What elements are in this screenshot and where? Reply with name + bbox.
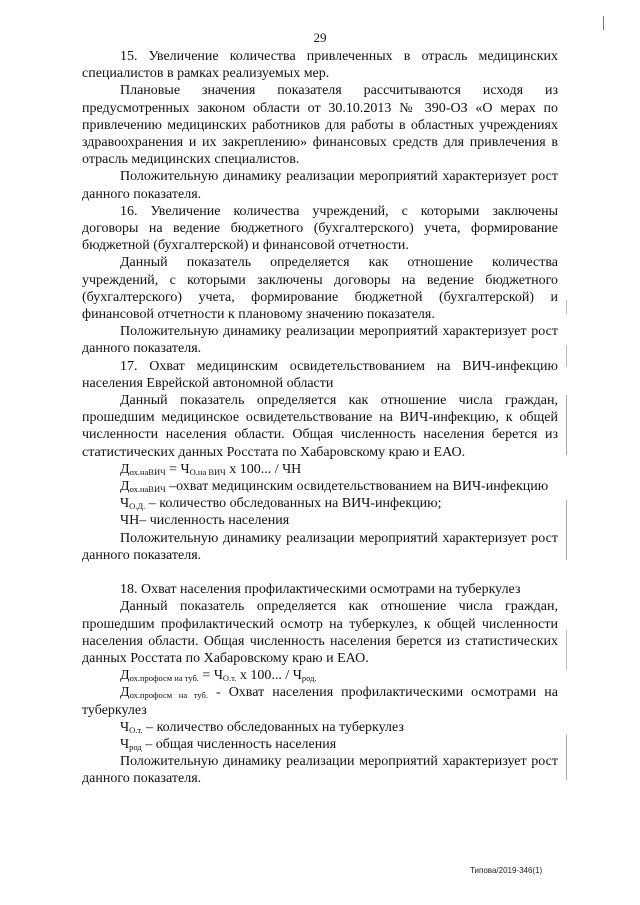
item-16-paragraph-2: Положительную динамику реализации мероприятий характеризует рост данного показателя. <box>82 324 558 357</box>
definition-subscript: ох.профосм на туб. <box>129 690 208 701</box>
scan-artifact <box>566 345 567 367</box>
definition-text: – количество обследованных на туберкулез <box>142 719 404 735</box>
item-18-formula <box>82 667 558 684</box>
item-18-definition-2 <box>82 719 558 736</box>
item-18-paragraph-1: Данный показатель определяется как отношение числа граждан, прошедшим профилактический осмотр на туберкулез, к общей численности населения области. Общая численность населения берется из статистических данных Росстата по Хабаровскому краю и ЕАО. <box>82 599 558 666</box>
definition-symbol: Ч <box>120 719 130 735</box>
formula-subscript: ох.профосм на туб. <box>129 673 199 684</box>
definition-subscript: ох.наВИЧ <box>129 484 166 495</box>
definition-text: – количество обследованных на ВИЧ-инфекцию; <box>145 496 442 512</box>
formula-tail: х 100... / ЧН <box>225 461 302 477</box>
scan-artifact <box>566 735 567 780</box>
document-code: Типова/2019-346(1) <box>470 866 543 875</box>
definition-symbol: Д <box>120 479 130 495</box>
item-15-paragraph-1: Плановые значения показателя рассчитываются исходя из предусмотренных законом области от 30.10.2013 № 390-ОЗ «О мерах по привлечению медицинских работников для работы в областных учреждениях здравоохранения и их закреплению» финансовых средств для привлечения в отрасль медицинских специалистов. <box>82 83 558 168</box>
scan-artifact <box>566 300 567 314</box>
item-17-paragraph-2: Положительную динамику реализации мероприятий характеризует рост данного показателя. <box>82 530 558 563</box>
item-17-paragraph-1: Данный показатель определяется как отношение числа граждан, прошедшим медицинское освидетельствование на ВИЧ-инфекцию, к общей численности населения области. Общая численность населения берется из статистических данных Росстата по Хабаровскому краю и ЕАО. <box>82 393 558 460</box>
formula-middle: х 100... / Ч <box>236 668 302 684</box>
item-18-paragraph-2: Положительную динамику реализации мероприятий характеризует рост данного показателя. <box>82 754 558 787</box>
formula-subscript: род. <box>301 673 317 684</box>
definition-text: –охват медицинским освидетельствованием на ВИЧ-инфекцию <box>165 479 549 495</box>
definition-subscript: О.т. <box>129 724 143 735</box>
definition-subscript: О.Д. <box>129 501 146 512</box>
item-15-heading: 15. Увеличение количества привлеченных в отрасль медицинских специалистов в рамках реализуемых мер. <box>82 49 558 82</box>
scan-artifact <box>566 395 567 455</box>
formula-subscript: О.т. <box>222 673 237 684</box>
formula-symbol: Д <box>120 461 130 477</box>
definition-symbol: Ч <box>120 736 130 752</box>
item-15-paragraph-2: Положительную динамику реализации мероприятий характеризует рост данного показателя. <box>82 169 558 202</box>
definition-symbol: Д <box>120 685 130 701</box>
scan-artifact <box>603 16 604 30</box>
item-17-definition-1 <box>82 478 558 495</box>
item-16-paragraph-1: Данный показатель определяется как отношение количества учреждений, с которыми заключены договоры на ведение бюджетного (бухгалтерского) учета, формирование бюджетной (бухгалтерской) и финансовой отчетности к плановому значению показателя. <box>82 255 558 323</box>
formula-subscript: О.на ВИЧ <box>189 466 226 477</box>
item-17-heading: 17. Охват медицинским освидетельствованием на ВИЧ-инфекцию населения Еврейской автономной области <box>82 358 558 391</box>
formula-subscript: ох.наВИЧ <box>129 466 166 477</box>
document-body <box>82 48 558 788</box>
formula-symbol: Д <box>120 668 130 684</box>
definition-symbol: Ч <box>120 496 130 512</box>
item-17-definition-2 <box>82 495 558 512</box>
formula-equals: = Ч <box>165 461 190 477</box>
item-17-formula <box>82 461 558 478</box>
item-18-heading: 18. Охват населения профилактическими осмотрами на туберкулез <box>120 582 521 598</box>
definition-subscript: род <box>129 741 142 752</box>
scan-artifact <box>566 630 567 670</box>
item-17-definition-3: ЧН– численность населения <box>120 513 290 529</box>
definition-text: – общая численность населения <box>141 736 337 752</box>
item-18-definition-1 <box>82 684 558 718</box>
page-number: 29 <box>313 30 327 45</box>
scan-artifact <box>566 500 567 560</box>
item-16-heading: 16. Увеличение количества учреждений, с которыми заключены договоры на ведение бюджетного (бухгалтерского) учета, формирование бюджетной (бухгалтерской) и финансовой отчетности. <box>82 203 558 254</box>
definition-text: - Охват населения профилактическими осмотрами на туберкулез <box>82 685 558 718</box>
formula-equals: = Ч <box>198 668 223 684</box>
item-18-definition-3 <box>82 736 558 753</box>
